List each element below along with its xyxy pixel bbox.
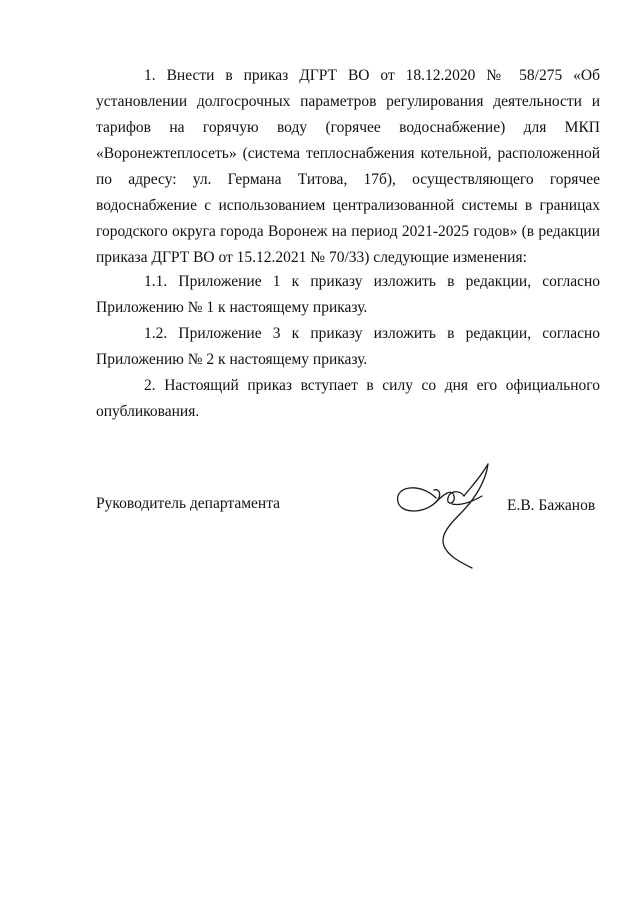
signatory-title: Руководитель департамента bbox=[96, 495, 281, 512]
paragraph-1-1: 1.1. Приложение 1 к приказу изложить в редакции, согласно Приложению № 1 к настоящему приказу. bbox=[96, 273, 600, 316]
paragraph-1: 1. Внести в приказ ДГРТ ВО от 18.12.2020 № 58/275 «Об установлении долгосрочных параметров регулирования деятельности и тарифов на горячую воду (горячее водоснабжение) для МКП «Воронежтеплосеть» (система теплоснабжения котельной, расположенной по адресу: ул. Германа Титова, 17б), осуществляющего горячее водоснабжение с использованием централизованной системы в границах городского округа города Воронеж на период 2021-2025 годов» (в редакции приказа ДГРТ ВО от 15.12.2021 № 70/33) следующие изменения: bbox=[96, 67, 600, 266]
paragraph-2: 2. Настоящий приказ вступает в силу со дня его официального опубликования. bbox=[96, 377, 600, 420]
paragraph-1-2: 1.2. Приложение 3 к приказу изложить в редакции, согласно Приложению № 2 к настоящему приказу. bbox=[96, 325, 600, 368]
signatory-name: Е.В. Бажанов bbox=[507, 497, 596, 514]
handwritten-signature bbox=[390, 460, 505, 572]
